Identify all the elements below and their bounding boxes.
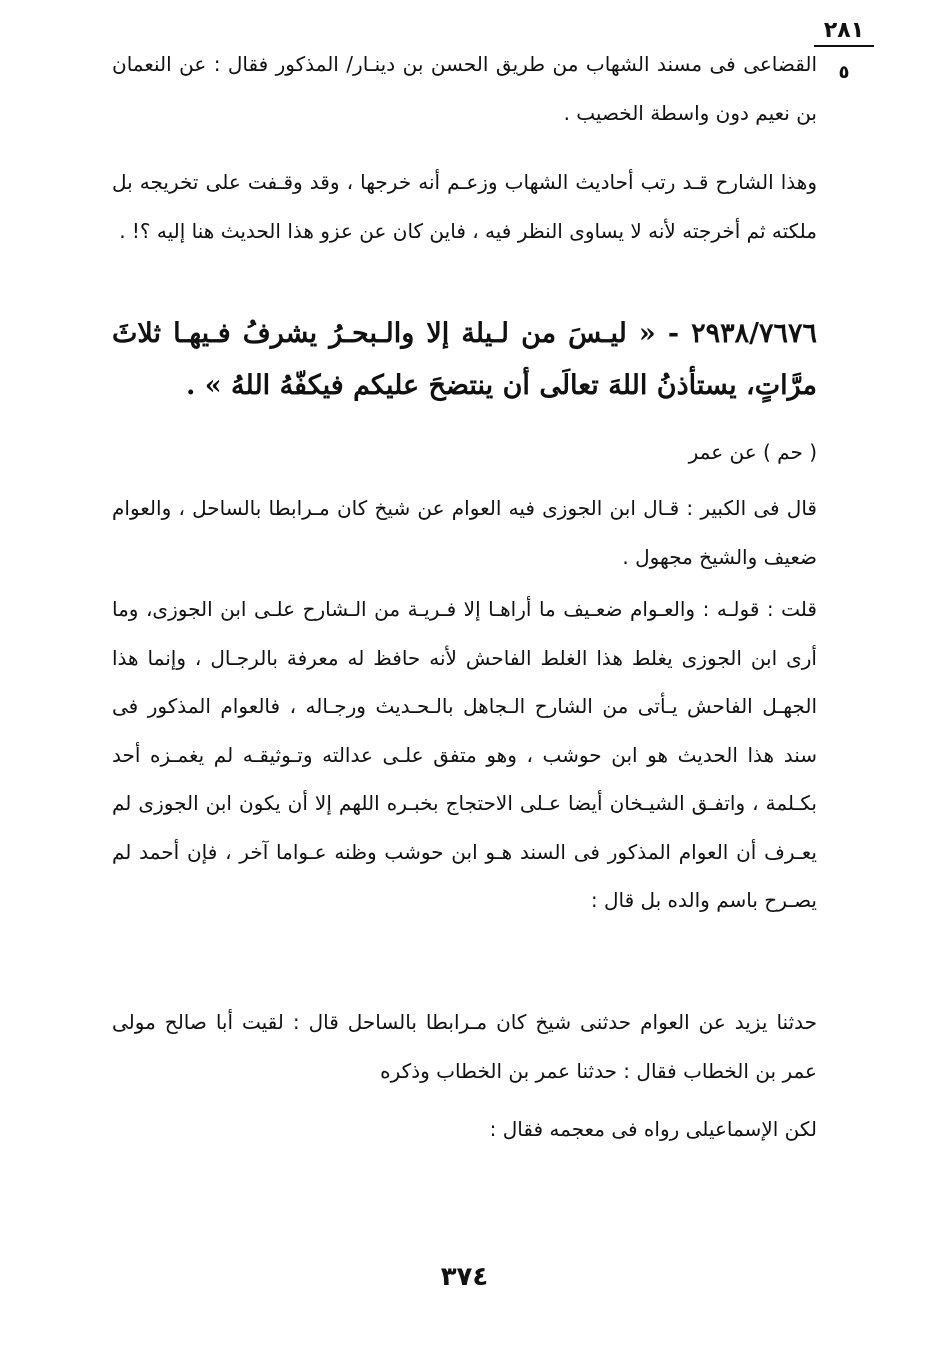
- hadith-text: ٢٩٣٨/٧٦٧٦ - « ليـسَ من لـيلة إلا والـبحـرُ يشرفُ فـيهـا ثلاثَ مرَّاتٍ، يستأذنُ اللهَ تعالَى أن ينتضحَ عليكم فيكفّهُ اللهُ » .: [112, 318, 817, 401]
- margin-reference-number: ٢٨١: [814, 18, 874, 47]
- paragraph-ismaili: لكن الإسماعيلى رواه فى معجمه فقال :: [489, 1117, 817, 1141]
- paragraph-sharih-takhrij: وهذا الشارح قـد رتب أحاديث الشهاب وزعـم أنه خرجها ، وقد وقـفت على تخريجه بل ملكته ثم أخرجته لأنه لا يساوى النظر فيه ، فاين كان عن عزو هذا الحديث هنا إليه ؟! .: [112, 170, 817, 243]
- paragraph-isnad-ahmad: حدثنا يزيد عن العوام حدثنى شيخ كان مـرابطا بالساحل قال : لقيت أبا صالح مولى عمر بن الخطاب فقال : حدثنا عمر بن الخطاب وذكره: [112, 1010, 817, 1083]
- page-number: ٣٧٤: [440, 1262, 489, 1292]
- paragraph-al-kabir: قال فى الكبير : قـال ابن الجوزى فيه العوام عن شيخ كان مـرابطا بالساحل ، والعوام ضعيف والشيخ مجهول .: [112, 496, 817, 569]
- paragraph-qultu: قلت : قولـه : والعـوام ضعـيف ما أراهـا إلا فـريـة من الـشارح علـى ابن الجوزى، وما أرى ابن الجوزى يغلط هذا الغلط الفاحش لأنه حافظ له معرفة بالرجـال ، وإنما هذا الجهـل الفاحش يـأتى من الشارح الـجاهل بالـحـديث ورجـاله ، فالعوام المذكور فى سند هذا الحديث هو ابن حوشب ، وهو متفق علـى عدالته وتـوثيقـه لم يغمـزه أحد بكـلمة ، واتفـق الشيـخان أيضا عـلى الاحتجاج بخبـره اللهم إلا أن يكون ابن الجوزى لم يعـرف أن العوام المذكور فى السند هـو ابن حوشب وظنه عـواما آخر ، فإن أحمد لم يصـرح باسم والده بل قال :: [112, 597, 817, 912]
- paragraph-qudai-chain: القضاعى فى مسند الشهاب من طريق الحسن بن دينـار/ المذكور فقال : عن النعمان بن نعيم دون واسطة الخصيب .: [112, 52, 817, 125]
- hadith-source: ( حم ) عن عمر: [688, 440, 817, 464]
- margin-reference-subnumber: ٥: [838, 62, 850, 83]
